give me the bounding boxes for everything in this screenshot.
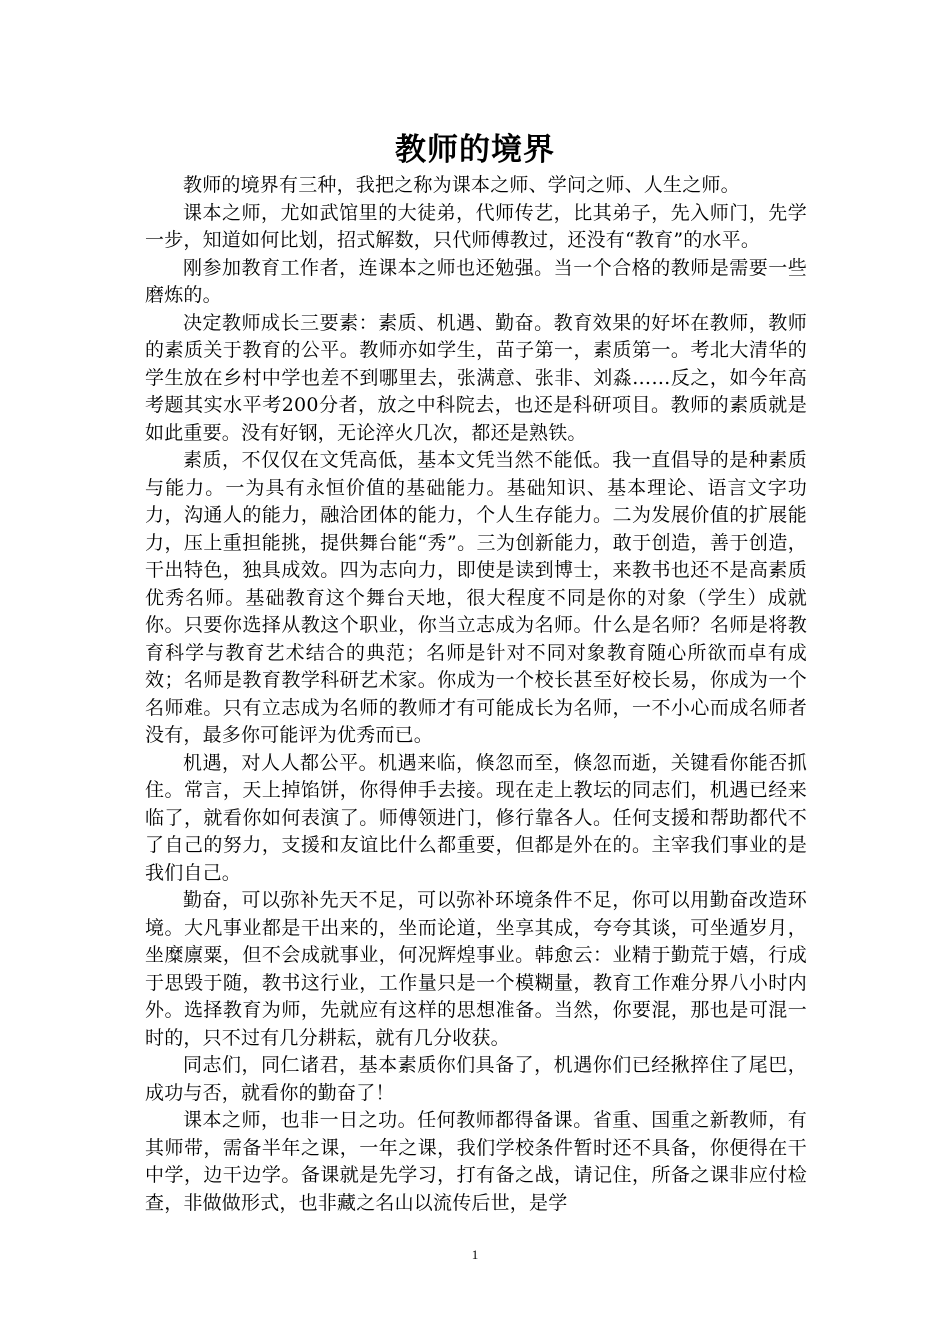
- paragraph-diligence: 勤奋，可以弥补先天不足，可以弥补环境条件不足，你可以用勤奋改造环境。大凡事业都是干出来的，坐而论道，坐享其成，夸夸其谈，可坐遁岁月，坐糜廪粟，但不会成就事业，何况辉煌事业。韩愈云：业精于勤荒于嬉，行成于思毁于随，教书这行业，工作量只是一个模糊量，教育工作难分界八小时内外。选择教育为师，先就应有这样的思想准备。当然，你要混，那也是可混一时的，只不过有几分耕耘，就有几分收获。: [145, 889, 807, 1049]
- paragraph-opportunity: 机遇，对人人都公平。机遇来临，倏忽而至，倏忽而逝，关键看你能否抓住。常言，天上掉馅饼，你得伸手去接。现在走上教坛的同志们，机遇已经来临了，就看你如何表演了。师傅领进门，修行靠各人。任何支援和帮助都代不了自己的努力，支援和友谊比什么都重要，但都是外在的。主宰我们事业的是我们自己。: [145, 751, 807, 884]
- paragraph-quality: 素质，不仅仅在文凭高低，基本文凭当然不能低。我一直倡导的是种素质与能力。一为具有永恒价值的基础能力。基础知识、基本理论、语言文字功力，沟通人的能力，融洽团体的能力，个人生存能力。二为发展价值的扩展能力，压上重担能挑，提供舞台能“秀”。三为创新能力，敢于创造，善于创造，干出特色，独具成效。四为志向力，即使是读到博士，来教书也还不是高素质优秀名师。基础教育这个舞台天地，很大程度不同是你的对象（学生）成就你。只要你选择从教这个职业，你当立志成为名师。什么是名师？名师是将教育科学与教育艺术结合的典范；名师是针对不同对象教育随心所欲而卓有成效；名师是教育教学科研艺术家。你成为一个校长甚至好校长易，你成为一个名师难。只有立志成为名师的教师才有可能成长为名师，一不小心而成名师者没有，最多你可能评为优秀而已。: [145, 449, 807, 746]
- paragraph-lesson-prep: 课本之师，也非一日之功。任何教师都得备课。省重、国重之新教师，有其师带，需备半年之课，一年之课，我们学校条件暂时还不具备，你便得在干中学，边干边学。备课就是先学习，打有备之战，请记住，所备之课非应付检查，非做做形式，也非藏之名山以流传后世，是学: [145, 1109, 807, 1214]
- paragraph-intro: 教师的境界有三种，我把之称为课本之师、学问之师、人生之师。: [183, 174, 740, 196]
- paragraph-new-teacher: 刚参加教育工作者，连课本之师也还勉强。当一个合格的教师是需要一些磨炼的。: [145, 256, 807, 306]
- document-body: [145, 172, 807, 1217]
- paragraph-textbook-teacher: 课本之师，尤如武馆里的大徒弟，代师传艺，比其弟子，先入师门，先学一步，知道如何比划，招式解数，只代师傅教过，还没有“教育”的水平。: [145, 201, 807, 251]
- page-number: 1: [471, 1247, 479, 1262]
- document-title: 教师的境界: [395, 132, 555, 168]
- paragraph-three-elements: 决定教师成长三要素：素质、机遇、勤奋。教育效果的好坏在教师，教师的素质关于教育的公平。教师亦如学生，苗子第一，素质第一。考北大清华的学生放在乡村中学也差不到哪里去，张满意、张非、刘淼……反之，如今年高考题其实水平考200分者，放之中科院去，也还是科研项目。教师的素质就是如此重要。没有好钢，无论淬火几次，都还是熟铁。: [145, 311, 807, 444]
- paragraph-colleagues: 同志们，同仁诸君，基本素质你们具备了，机遇你们已经揪捽住了尾巴，成功与否，就看你的勤奋了！: [145, 1054, 807, 1104]
